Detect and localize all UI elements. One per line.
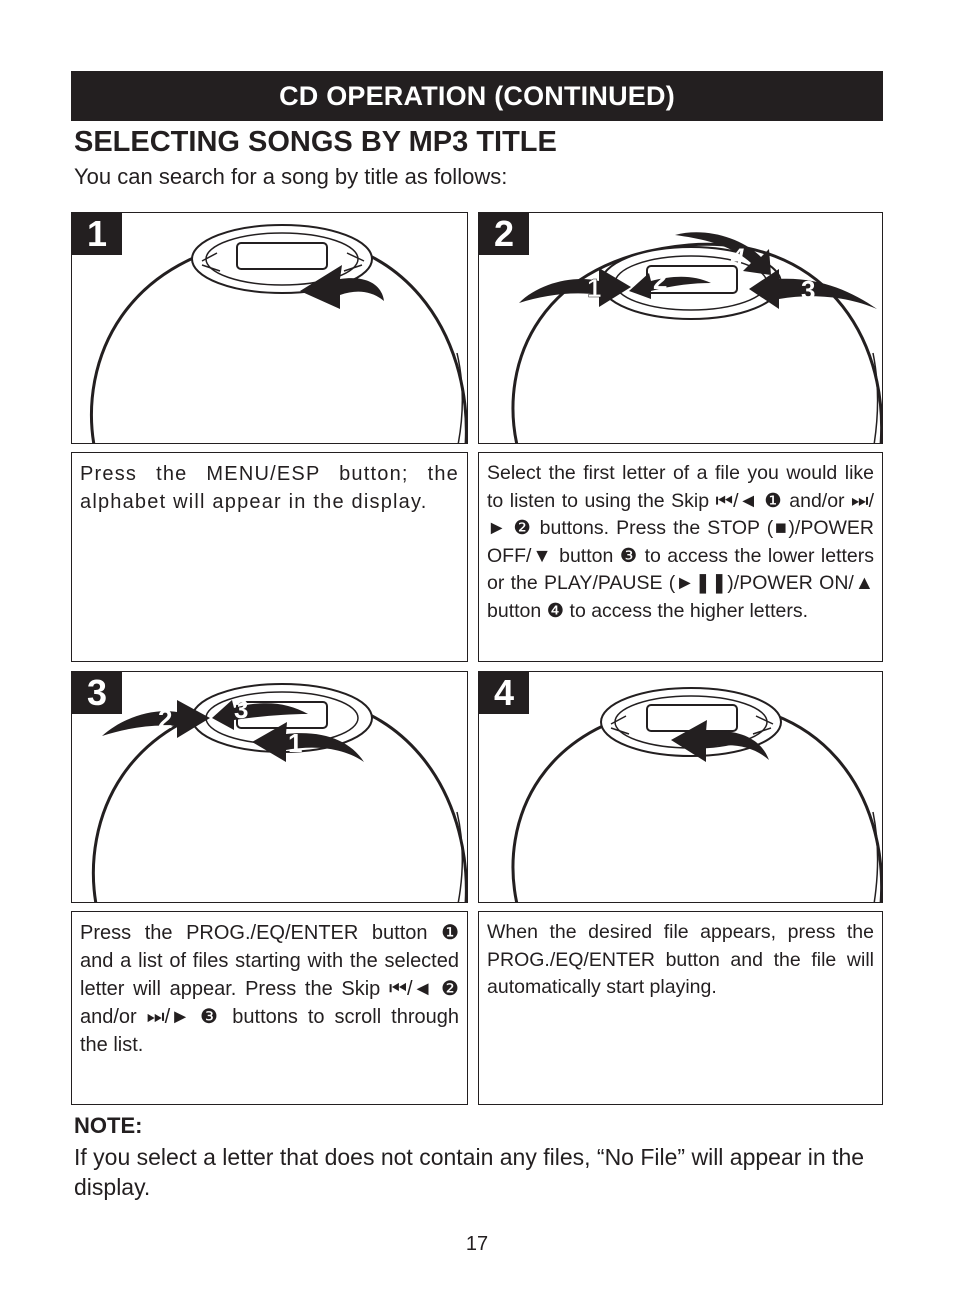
step-2-text: Select the first letter of a file you would like to listen to using the Skip ⏮/◄ ❶ and/or ⏭/► ❷ buttons. Press the STOP (■)/POWER OFF/▼ button ❸ to access the lower letters or the PLAY/PAUSE (►❚❚)/POWER ON/▲ button ❹ to access the higher letters. [487,462,874,622]
cd-player-illustration [479,213,883,444]
step-4-illustration [478,671,883,903]
callout-1: 1 [288,728,303,758]
section-title: SELECTING SONGS BY MP3 TITLE [74,126,557,158]
step-3-description [71,911,468,1105]
step-2-illustration [478,212,883,444]
section-header-bar [71,71,883,121]
step-2-description [478,452,883,662]
page-number: 17 [465,1233,489,1255]
step-1-description [71,452,468,662]
intro-text: You can search for a song by title as follows: [74,164,508,189]
cd-player-illustration [72,213,468,444]
callout-3: 3 [801,275,816,305]
cd-player-illustration [72,672,468,903]
step-1-illustration [71,212,468,444]
step-4-description [478,911,883,1105]
note-body: If you select a letter that does not contain any files, “No File” will appear in the display. [74,1144,865,1200]
step-3-text: Press the PROG./EQ/ENTER button ❶ and a list of files starting with the selected letter will appear. Press the Skip ⏮/◄ ❷ and/or ⏭/► ❸ buttons to scroll through the list. [80,922,459,1056]
step-1-number: 1 [72,213,122,255]
step-3-number: 3 [72,672,122,714]
callout-2: 2 [653,265,668,295]
cd-player-illustration [479,672,883,903]
step-2-number: 2 [479,213,529,255]
callout-2: 2 [158,704,173,734]
note-title: NOTE: [74,1113,143,1138]
step-3-illustration [71,671,468,903]
header-title: CD OPERATION (CONTINUED) [279,80,675,111]
step-1-text: Press the MENU/ESP button; the alphabet will appear in the display. [80,463,459,513]
callout-4: 4 [731,244,745,271]
step-4-text: When the desired file appears, press the PROG./EQ/ENTER button and the file will automatically start playing. [487,921,874,998]
step-4-number: 4 [479,672,529,714]
callout-3: 3 [234,694,249,724]
callout-1: 1 [587,273,602,303]
